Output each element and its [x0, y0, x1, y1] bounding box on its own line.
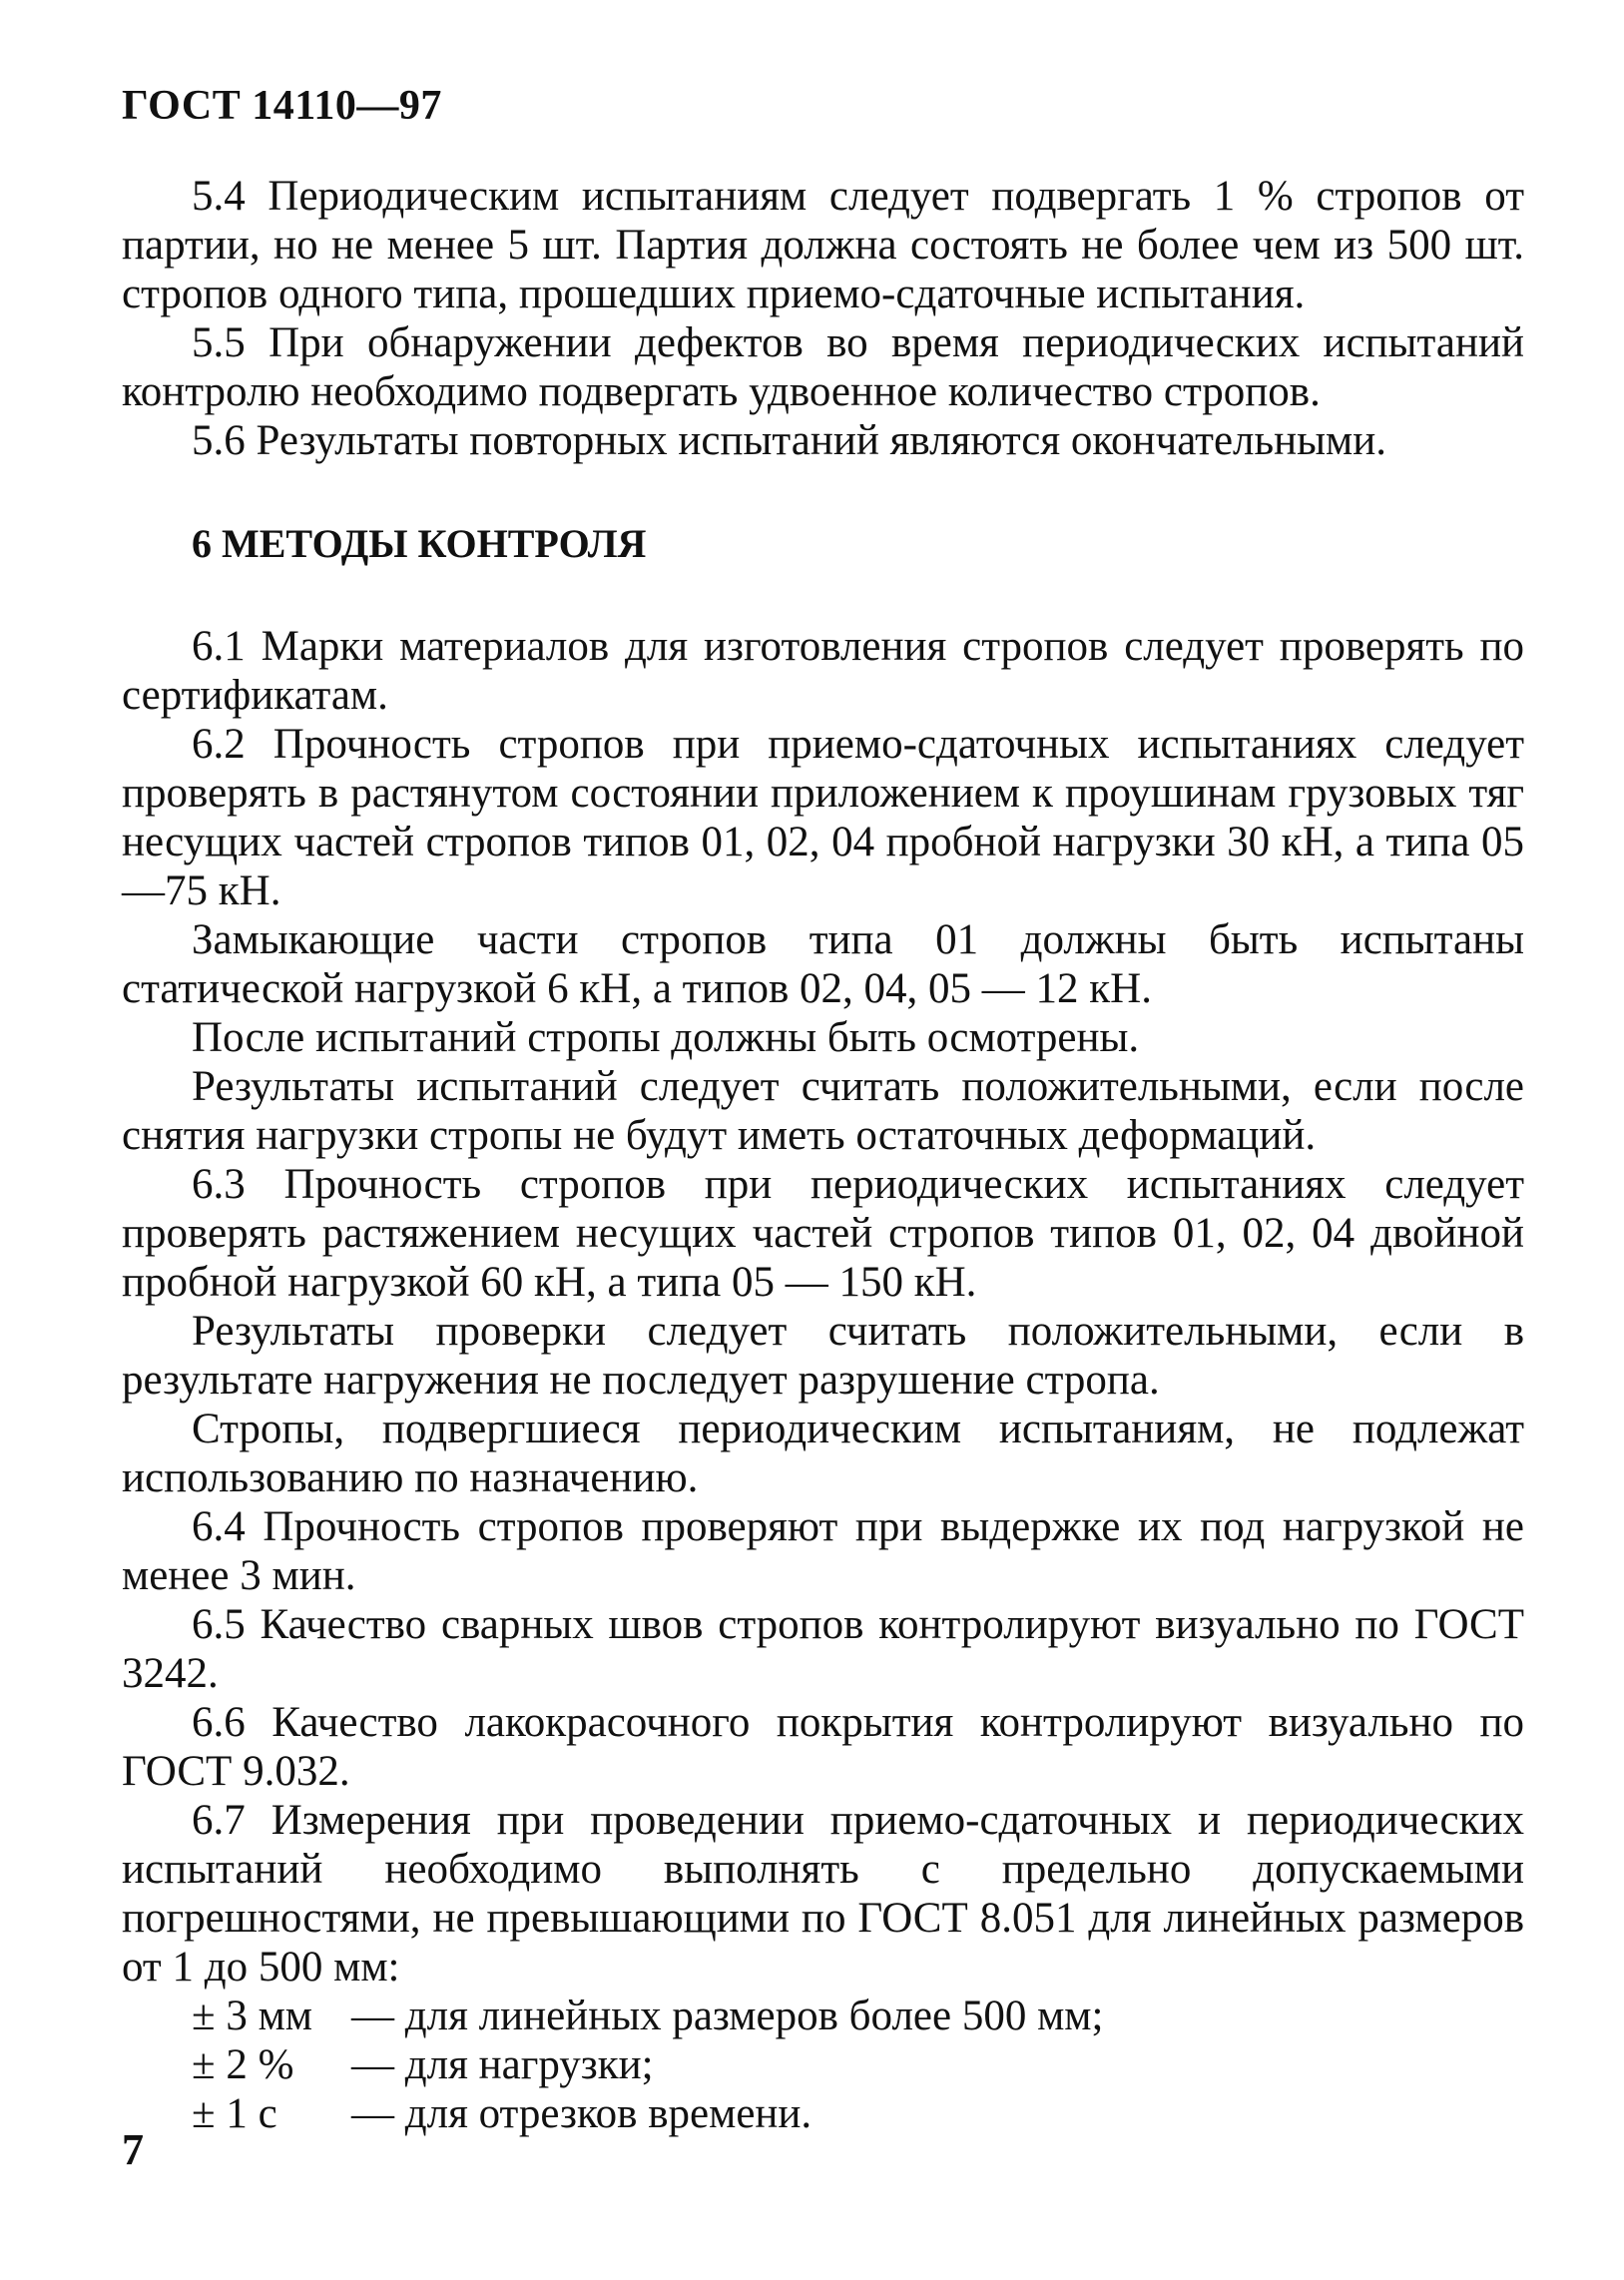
paragraph-6-2-closing-parts: Замыкающие части стропов типа 01 должны быть испытаны статической нагрузкой 6 кН, а типов 02, 04, 05 — 12 кН. — [122, 916, 1524, 1012]
tolerance-desc: — для нагрузки; — [351, 2041, 654, 2088]
section-heading: 6 МЕТОДЫ КОНТРОЛЯ — [192, 521, 647, 566]
paragraph-6-4: 6.4 Прочность стропов проверяют при выдержке их под нагрузкой не менее 3 мин. — [122, 1503, 1524, 1599]
paragraph-6-3-results: Результаты проверки следует считать положительными, если в результате нагружения не последует разрушение стропа. — [122, 1308, 1524, 1404]
paragraph-5-4: 5.4 Периодическим испытаниям следует подвергать 1 % стропов от партии, но не менее 5 шт. Партия должна состоять не более чем из 500 шт. стропов одного типа, прошедших приемо-сдаточные испытания. — [122, 173, 1524, 317]
paragraph-6-3-usage: Стропы, подвергшиеся периодическим испытаниям, не подлежат использованию по назначению. — [122, 1406, 1524, 1501]
page-number: 7 — [122, 2125, 144, 2174]
tolerance-value: ± 1 с — [192, 2090, 277, 2137]
tolerance-value: ± 2 % — [192, 2041, 294, 2088]
paragraph-6-1: 6.1 Марки материалов для изготовления стропов следует проверять по сертификатам. — [122, 623, 1524, 719]
tolerance-item — [192, 1992, 1524, 2040]
tolerance-item — [192, 2089, 1524, 2138]
paragraph-6-3: 6.3 Прочность стропов при периодических испытаниях следует проверять растяжением несущих частей стропов типов 01, 02, 04 двойной пробной нагрузкой 60 кН, а типа 05 — 150 кН. — [122, 1161, 1524, 1306]
page-body — [122, 172, 1524, 2138]
paragraph-6-2-results: Результаты испытаний следует считать положительными, если после снятия нагрузки стропы не будут иметь остаточных деформаций. — [122, 1063, 1524, 1159]
tolerance-item — [192, 2040, 1524, 2089]
tolerance-desc: — для отрезков времени. — [351, 2090, 812, 2137]
tolerance-desc: — для линейных размеров более 500 мм; — [351, 1993, 1104, 2039]
tolerance-value: ± 3 мм — [192, 1993, 313, 2039]
paragraph-6-6: 6.6 Качество лакокрасочного покрытия контролируют визуально по ГОСТ 9.032. — [122, 1699, 1524, 1795]
paragraph-5-6: 5.6 Результаты повторных испытаний являются окончательными. — [192, 417, 1386, 464]
paragraph-6-2-inspection: После испытаний стропы должны быть осмотрены. — [192, 1014, 1140, 1061]
document-header: ГОСТ 14110—97 — [122, 83, 442, 129]
paragraph-6-7: 6.7 Измерения при проведении приемо-сдаточных и периодических испытаний необходимо выполнять с предельно допускаемыми погрешностями, не превышающими по ГОСТ 8.051 для линейных размеров от 1 до 500 мм: — [122, 1797, 1524, 1991]
paragraph-6-2: 6.2 Прочность стропов при приемо-сдаточных испытаниях следует проверять в растянутом состоянии приложением к проушинам грузовых тяг несущих частей стропов типов 01, 02, 04 пробной нагрузки 30 кН, а типа 05—75 кН. — [122, 721, 1524, 914]
paragraph-6-5: 6.5 Качество сварных швов стропов контролируют визуально по ГОСТ 3242. — [122, 1601, 1524, 1697]
paragraph-5-5: 5.5 При обнаружении дефектов во время периодических испытаний контролю необходимо подвергать удвоенное количество стропов. — [122, 319, 1524, 415]
